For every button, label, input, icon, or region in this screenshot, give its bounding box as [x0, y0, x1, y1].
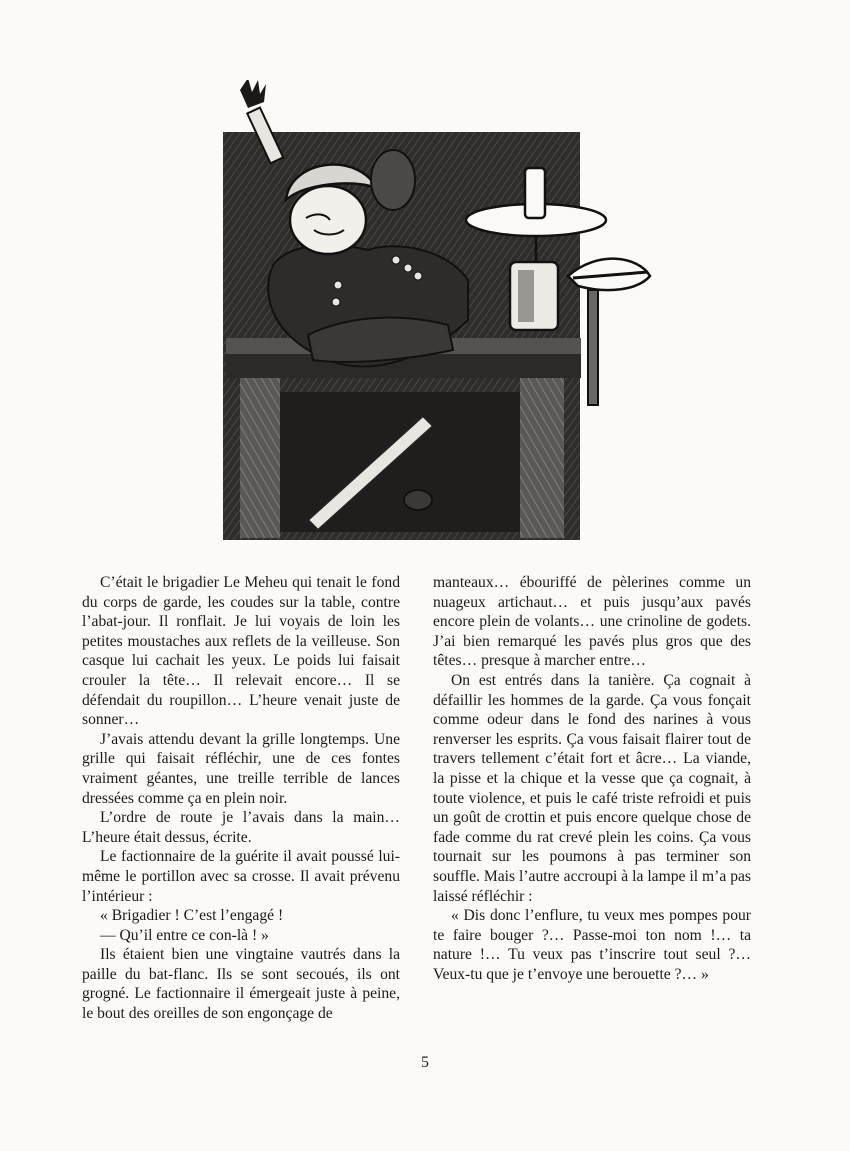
text-column-left [82, 573, 400, 1024]
dialogue-line: — Qu’il entre ce con-là ! » [100, 926, 269, 944]
page-number: 5 [421, 1054, 429, 1071]
text-column-right [433, 573, 751, 984]
paragraph: On est entrés dans la tanière. Ça cognait à défaillir les hommes de la garde. Ça vous fonçait comme odeur dans le fond des narines à vous renverser les esprits. Ça vous faisait flairer tout de travers tellement c’était fort et âcre… La viande, la pisse et la chique et la vesse que ça cognait, à toute violence, et puis le café triste refroidi et puis un goût de crottin et puis encore quelque chose de fade comme du rat crevé plein les coins. Ça vous tournait sur les poumons à pas terminer son souffle. Mais l’autre accroupi à la lampe il m’a pas laissé réfléchir : [433, 671, 751, 905]
table [226, 338, 581, 538]
illustration-sleeping-brigadier [218, 80, 663, 545]
paragraph: J’avais attendu devant la grille longtemps. Une grille qui faisait réfléchir, une de ces fontes vraiment géantes, une treille terrible de lances dressées comme ça en plein noir. [82, 730, 400, 807]
paragraph: L’ordre de route je l’avais dans la main… L’heure était dessus, écrite. [82, 809, 400, 846]
dialogue-line: « Brigadier ! C’est l’engagé ! [100, 907, 284, 925]
paragraph: Le factionnaire de la guérite il avait poussé lui-même le portillon avec sa crosse. Il avait prévenu l’intérieur : [82, 848, 400, 905]
paragraph: C’était le brigadier Le Meheu qui tenait le fond du corps de garde, les coudes sur la table, contre l’abat-jour. Il ronflait. Je lui voyais de loin les petites moustaches aux reflets de la veilleuse. Son casque lui cachait les yeux. Le poids lui faisait crouler la tête… Il relevait encore… Il se défendait du roupillon… L’heure venait juste de sonner… [82, 574, 400, 729]
paragraph-continued: manteaux… ébouriffé de pèlerines comme un nuageux artichaut… et puis jusqu’aux pavés encore plein de volants… une crinoline de godets. J’ai bien remarqué les pavés plus gros que des têtes… presque à marcher entre… [433, 574, 751, 670]
dialogue-line: « Dis donc l’enflure, tu veux mes pompes pour te faire bouger ?… Passe-moi ton nom !… ta nature !… Tu veux pas t’inscrire tout seul ?… Veux-tu que je t’envoye une berouette ?… » [433, 907, 751, 983]
paragraph: Ils étaient bien une vingtaine vautrés dans la paille du bat-flanc. Ils se sont secoués, ils ont grogné. Le factionnaire il émergeait juste à peine, le bout des oreilles de son engonçage de [82, 946, 400, 1023]
